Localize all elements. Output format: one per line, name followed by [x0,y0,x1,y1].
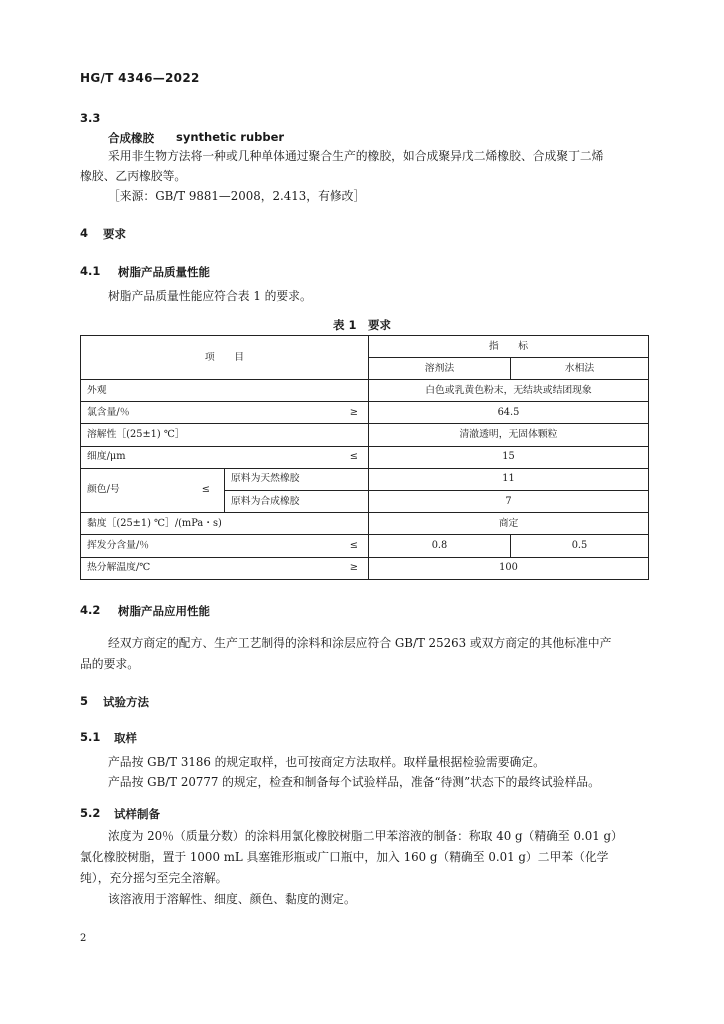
section-5-1-line-2: 产品按 GB/T 20777 的规定，检查和制备每个试验样品，准备“待测”状态下的最终试验样品。 [108,775,600,789]
definition-line-1: 采用非生物方法将一种或几种单体通过聚合生产的橡胶，如合成聚异戊二烯橡胶、合成聚丁二烯 [108,149,604,163]
term-cn: 合成橡胶 [108,131,154,145]
section-4-2-line-2: 品的要求。 [80,657,139,671]
ge-sign: ≥ [349,562,358,574]
section-4-1-number: 4.1 [80,264,101,278]
section-5-title: 试验方法 [103,695,149,709]
row-value: 7 [369,490,649,512]
section-4-1-title: 树脂产品质量性能 [118,265,210,279]
header-solvent-method: 溶剂法 [369,358,511,380]
table-row [81,424,649,446]
row-value-water: 0.5 [511,535,649,557]
section-5-2-line-2: 氯化橡胶树脂，置于 1000 mL 具塞锥形瓶或广口瓶中，加入 160 g（精确至 0.01 g）二甲苯（化学 [80,850,609,864]
section-5-2-line-3: 纯），充分摇匀至完全溶解。 [80,871,228,885]
row-label: 细度/μm ≤ [81,446,369,468]
table-row [81,557,649,579]
section-5-2-title: 试样制备 [114,807,160,821]
table-row [81,446,649,468]
table-row [81,535,649,557]
section-4-number: 4 [80,226,89,240]
row-value: 100 [369,557,649,579]
header-item: 项 目 [81,336,369,380]
table-row [81,513,649,535]
section-5-1-line-1: 产品按 GB/T 3186 的规定取样，也可按商定方法取样。取样量根据检验需要确定。 [108,755,545,769]
table-caption: 表 1 要求 [332,318,391,332]
section-4-2-title: 树脂产品应用性能 [118,604,210,618]
header-water-method: 水相法 [511,358,649,380]
section-3-3-number: 3.3 [80,111,101,125]
section-4-2-number: 4.2 [80,603,101,617]
section-5-2-number: 5.2 [80,806,101,820]
section-5-1-number: 5.1 [80,730,101,744]
row-label: 挥发分含量/％ ≤ [81,535,369,557]
row-label: 颜色/号 ≤ [81,468,225,512]
row-label: 黏度［(25±1) ℃］/(mPa・s) [81,513,369,535]
requirements-table [80,335,649,580]
section-5-1-title: 取样 [114,731,137,745]
definition-line-2: 橡胶、乙丙橡胶等。 [80,169,187,183]
ge-sign: ≥ [349,406,358,418]
sub-label-synthetic: 原料为合成橡胶 [225,490,369,512]
table-row [81,380,649,402]
row-label: 溶解性［(25±1) ℃］ [81,424,369,446]
row-value: 白色或乳黄色粉末，无结块或结团现象 [369,380,649,402]
row-value: 11 [369,468,649,490]
standard-code: HG/T 4346—2022 [80,71,200,85]
term-en: synthetic rubber [176,130,285,144]
section-5-number: 5 [80,694,89,708]
le-sign: ≤ [201,484,210,496]
row-label: 氯含量/％ ≥ [81,402,369,424]
le-sign: ≤ [349,539,358,551]
sub-label-natural: 原料为天然橡胶 [225,468,369,490]
section-4-2-line-1: 经双方商定的配方、生产工艺制得的涂料和涂层应符合 GB/T 25263 或双方商定的其他标准中产 [108,636,612,650]
le-sign: ≤ [349,451,358,463]
section-4-1-paragraph: 树脂产品质量性能应符合表 1 的要求。 [108,289,312,303]
section-5-2-line-4: 该溶液用于溶解性、细度、颜色、黏度的测定。 [108,892,356,906]
row-value: 15 [369,446,649,468]
row-value: 清澈透明，无固体颗粒 [369,424,649,446]
section-5-2-line-1: 浓度为 20％（质量分数）的涂料用氯化橡胶树脂二甲苯溶液的制备：称取 40 g（精确至 0.01 g） [108,829,623,843]
row-value: 64.5 [369,402,649,424]
table-row [81,402,649,424]
row-value: 商定 [369,513,649,535]
page-number: 2 [80,933,87,944]
table-row [81,468,649,490]
row-value-solvent: 0.8 [369,535,511,557]
row-label: 外观 [81,380,369,402]
header-index: 指 标 [369,336,649,358]
row-label: 热分解温度/℃ ≥ [81,557,369,579]
section-4-title: 要求 [103,227,126,241]
definition-source: ［来源：GB/T 9881—2008，2.413，有修改］ [108,189,366,203]
